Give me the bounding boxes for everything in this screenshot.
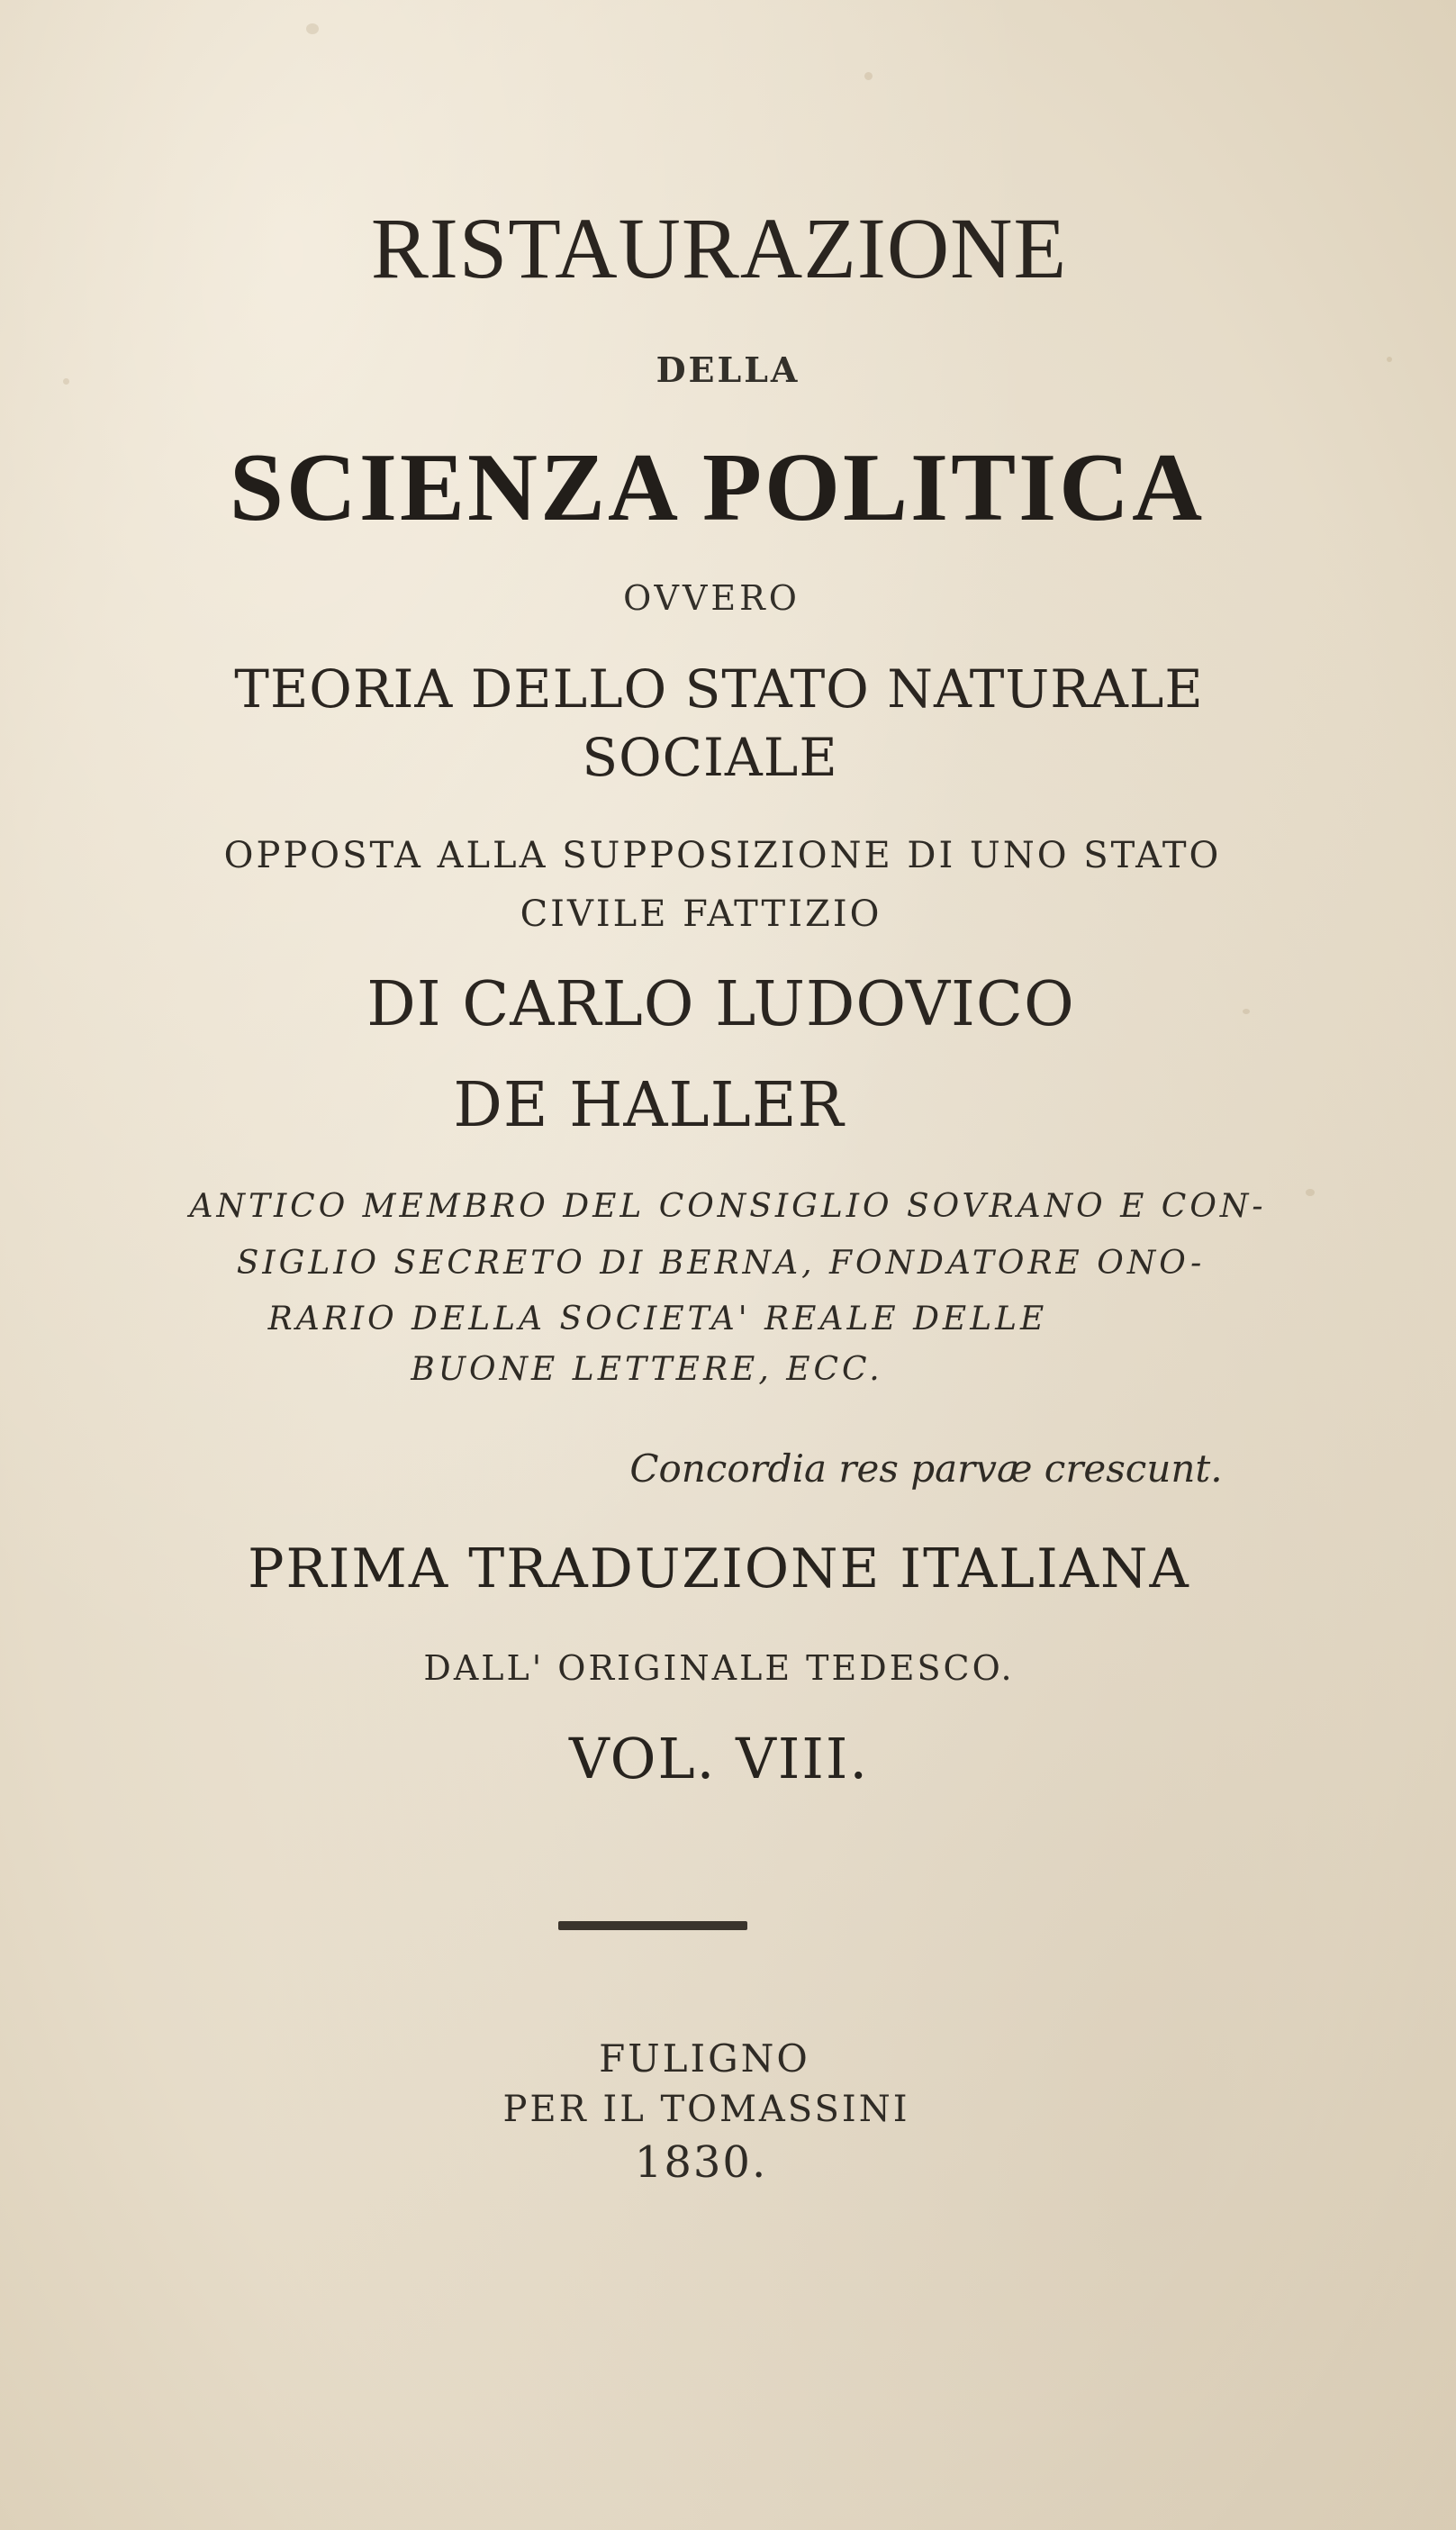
imprint-city: FULIGNO bbox=[599, 2036, 810, 2081]
translation-note: PRIMA TRADUZIONE ITALIANA bbox=[248, 1537, 1190, 1601]
title-alternative-word: OVVERO bbox=[623, 578, 800, 618]
author-credentials-line: ANTICO MEMBRO DEL CONSIGLIO SOVRANO E CON- bbox=[189, 1188, 1267, 1225]
author-credentials-line: BUONE LETTERE, ECC. bbox=[411, 1351, 883, 1388]
subtitle-opposed-line-2: CIVILE FATTIZIO bbox=[520, 893, 882, 935]
book-title: RISTAURAZIONE bbox=[370, 200, 1068, 296]
original-language-note: DALL' ORIGINALE TEDESCO. bbox=[423, 1648, 1015, 1688]
author-credentials-line: RARIO DELLA SOCIETA' REALE DELLE bbox=[267, 1301, 1048, 1338]
subtitle-line-1: TEORIA DELLO STATO NATURALE bbox=[234, 658, 1204, 720]
decorative-rule bbox=[558, 1921, 747, 1930]
imprint-year: 1830. bbox=[634, 2137, 768, 2188]
latin-motto: Concordia res parvæ crescunt. bbox=[629, 1446, 1223, 1491]
foxing-spot bbox=[306, 23, 319, 34]
author-credentials-line: SIGLIO SECRETO DI BERNA, FONDATORE ONO- bbox=[236, 1245, 1206, 1282]
subtitle-line-2: SOCIALE bbox=[582, 727, 838, 788]
author-line-1: DI CARLO LUDOVICO bbox=[366, 969, 1075, 1040]
author-line-2: DE HALLER bbox=[453, 1070, 845, 1141]
subtitle-opposed-line-1: OPPOSTA ALLA SUPPOSIZIONE DI UNO STATO bbox=[223, 835, 1222, 876]
book-subject: SCIENZA POLITICA bbox=[229, 434, 1206, 541]
volume-number: VOL. VIII. bbox=[568, 1726, 870, 1791]
title-connector: DELLA bbox=[656, 349, 800, 390]
imprint-printer: PER IL TOMASSINI bbox=[502, 2089, 910, 2130]
foxing-spot bbox=[864, 72, 873, 80]
